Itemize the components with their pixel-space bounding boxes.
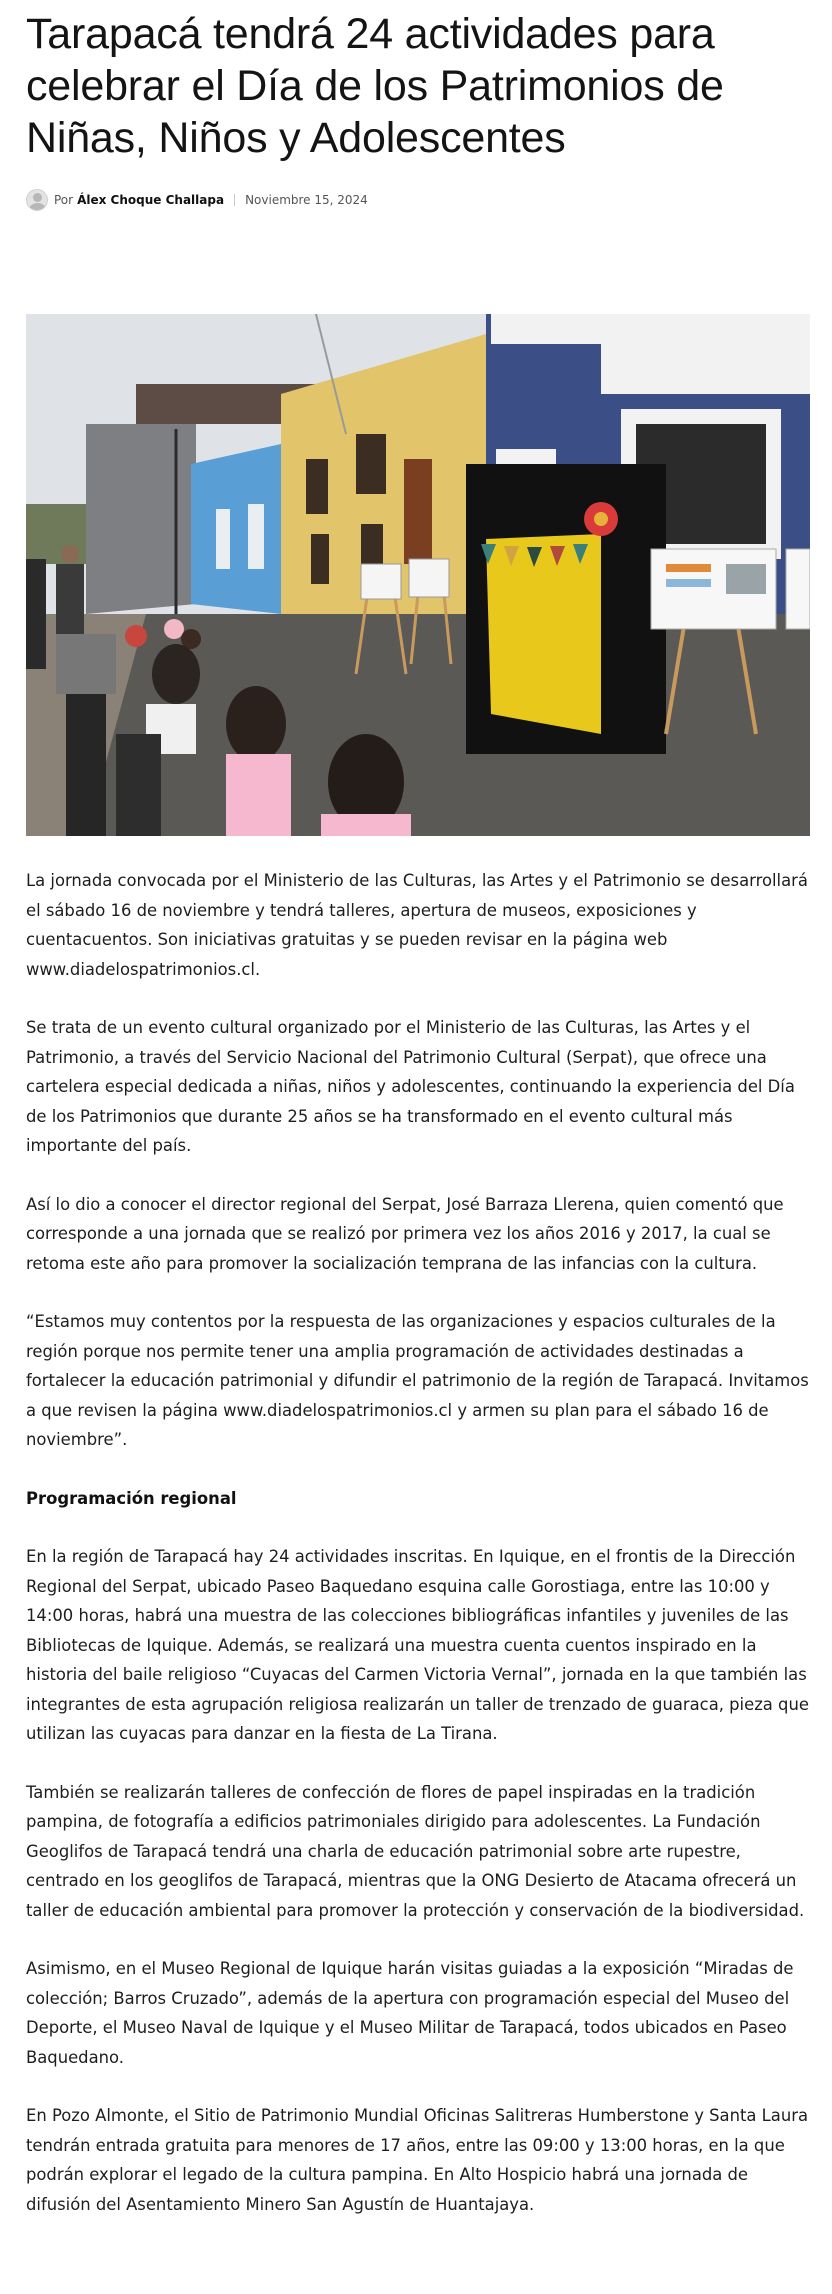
body-paragraph-1: La jornada convocada por el Ministerio de las Culturas, las Artes y el Patrimonio se desarrollará el sábado 16 de noviembre y tendrá talleres, apertura de museos, exposiciones y cuentacuentos. Son iniciativas gratuitas y se pueden revisar en la página web www.diadelospatrimonios.cl. xyxy=(26,871,808,979)
photo-light-blue-building xyxy=(191,444,281,614)
photo-adult xyxy=(26,559,46,669)
article xyxy=(26,0,810,2214)
article-meta xyxy=(26,188,810,212)
article-body xyxy=(26,866,810,2248)
photo-white-building xyxy=(86,424,196,614)
body-paragraph-4: “Estamos muy contentos por la respuesta de las organizaciones y espacios culturales de la región porque nos permite tener una amplia programación de actividades destinadas a fortalecer la educación patrimonial y difundir el patrimonio de la región de Tarapacá. Invitamos a que revisen la página www.diadelospatrimonios.cl y armen su plan para el sábado 16 de noviembre”. xyxy=(26,1312,809,1449)
meta-divider xyxy=(234,194,235,206)
publish-date: Noviembre 15, 2024 xyxy=(245,193,368,207)
article-title: Tarapacá tendrá 24 actividades para celebrar el Día de los Patrimonios de Niñas, Niños y Adolescentes xyxy=(26,10,724,162)
body-paragraph-7: Asimismo, en el Museo Regional de Iquique harán visitas guiadas a la exposición “Miradas de colección; Barros Cruzado”, además de la apertura con programación especial del Museo del Deporte, el Museo Naval de Iquique y el Museo Militar de Tarapacá, todos ubicados en Paseo Baquedano. xyxy=(26,1959,794,2067)
author-avatar[interactable] xyxy=(26,189,48,211)
article-photo xyxy=(26,314,810,836)
body-paragraph-2: Se trata de un evento cultural organizado por el Ministerio de las Culturas, las Artes y el Patrimonio, a través del Servicio Nacional del Patrimonio Cultural (Serpat), que ofrece una cartelera especial dedicada a niñas, niños y adolescentes, continuando la experiencia del Día de los Patrimonios que durante 25 años se ha transformado en el evento cultural más importante del país. xyxy=(26,1018,795,1155)
author-prefix: Por xyxy=(54,193,74,207)
body-paragraph-6: También se realizarán talleres de confección de flores de papel inspiradas en la tradición pampina, de fotografía a edificios patrimoniales dirigido para adolescentes. La Fundación Geoglifos de Tarapacá tendrá una charla de educación patrimonial sobre arte rupestre, centrado en los geoglifos de Tarapacá, mientras que la ONG Desierto de Atacama ofrecerá un taller de educación ambiental para promover la protección y conservación de la biodiversidad. xyxy=(26,1782,805,1920)
body-paragraph-8: En Pozo Almonte, el Sitio de Patrimonio Mundial Oficinas Salitreras Humberstone y Santa Laura tendrán entrada gratuita para menores de 17 años, entre las 09:00 y 13:00 horas, en la que podrán explorar el legado de la cultura pampina. En Alto Hospicio habrá una jornada de difusión del Asentamiento Minero San Agustín de Huantajaya. xyxy=(26,2106,809,2214)
body-paragraph-5: En la región de Tarapacá hay 24 actividades inscritas. En Iquique, en el frontis de la Dirección Regional del Serpat, ubicado Paseo Baquedano esquina calle Gorostiaga, entre las 10:00 y 14:00 horas, habrá una muestra de las colecciones bibliográficas infantiles y juveniles de las Bibliotecas de Iquique. Además, se realizará una muestra cuenta cuentos inspirado en la historia del baile religioso “Cuyacas del Carmen Victoria Vernal”, jornada en la que también las integrantes de esta agrupación religiosa realizarán un taller de trenzado de guaraca, pieza que utilizan las cuyacas para danzar en la fiesta de La Tirana. xyxy=(26,1547,809,1743)
author-link[interactable]: Álex Choque Challapa xyxy=(77,193,225,207)
photo-booth-curtain xyxy=(486,534,601,734)
section-heading: Programación regional xyxy=(26,1488,237,1508)
body-paragraph-3: Así lo dio a conocer el director regional del Serpat, José Barraza Llerena, quien comentó que corresponde a una jornada que se realizó por primera vez los años 2016 y 2017, la cual se retoma este año para promover la socialización temprana de las infancias con la cultura. xyxy=(26,1194,784,1273)
